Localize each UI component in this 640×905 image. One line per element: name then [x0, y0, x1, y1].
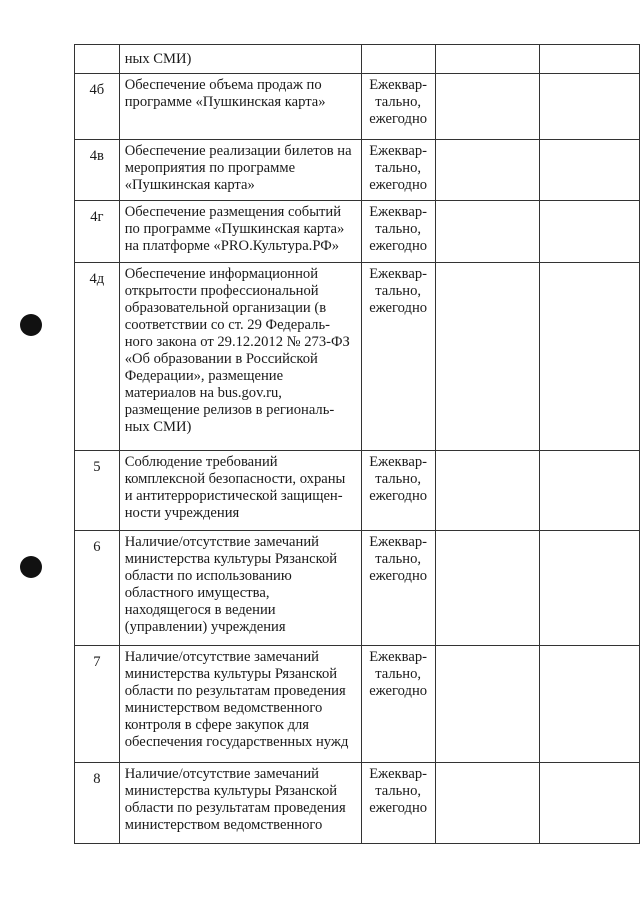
period-cell: Ежеквар-тально, ежегодно	[361, 763, 435, 844]
empty-cell	[435, 531, 539, 646]
empty-cell	[435, 451, 539, 531]
row-number: 4д	[75, 263, 120, 451]
table-row	[75, 74, 640, 140]
criterion-text: Обеспечение размещения событий по программе «Пушкинская карта» на платформе «PRO.Культура.РФ»	[119, 201, 361, 263]
criterion-text: Наличие/отсутствие замечаний министерства культуры Рязанской области по результатам проведения министерством ведомственного	[119, 763, 361, 844]
table-row	[75, 646, 640, 763]
criteria-table	[74, 44, 640, 844]
criterion-text: Наличие/отсутствие замечаний министерства культуры Рязанской области по использованию областного имущества, находящегося в ведении (управлении) учреждения	[119, 531, 361, 646]
period-cell: Ежеквар-тально, ежегодно	[361, 451, 435, 531]
criterion-text: Обеспечение реализации билетов на мероприятия по программе «Пушкинская карта»	[119, 140, 361, 201]
table-row	[75, 263, 640, 451]
empty-cell	[540, 201, 640, 263]
empty-cell	[435, 763, 539, 844]
row-number: 4б	[75, 74, 120, 140]
criterion-text: ных СМИ)	[119, 45, 361, 74]
criterion-text: Наличие/отсутствие замечаний министерства культуры Рязанской области по результатам проведения министерством ведомственного контроля в сфере закупок для обеспечения государственных нужд	[119, 646, 361, 763]
period-cell: Ежеквар-тально, ежегодно	[361, 646, 435, 763]
empty-cell	[540, 763, 640, 844]
row-number: 4г	[75, 201, 120, 263]
table-row	[75, 201, 640, 263]
period-cell	[361, 45, 435, 74]
row-number: 7	[75, 646, 120, 763]
period-cell: Ежеквар-тально, ежегодно	[361, 74, 435, 140]
table-row	[75, 451, 640, 531]
empty-cell	[540, 45, 640, 74]
table-row	[75, 763, 640, 844]
empty-cell	[435, 263, 539, 451]
punch-hole	[20, 556, 42, 578]
empty-cell	[540, 451, 640, 531]
empty-cell	[540, 263, 640, 451]
period-cell: Ежеквар-тально, ежегодно	[361, 201, 435, 263]
empty-cell	[435, 45, 539, 74]
row-number	[75, 45, 120, 74]
empty-cell	[435, 201, 539, 263]
row-number: 5	[75, 451, 120, 531]
row-number: 6	[75, 531, 120, 646]
empty-cell	[435, 74, 539, 140]
criterion-text: Обеспечение информационной открытости профессиональной образовательной организации (в соответствии со ст. 29 Федераль-ного закона от 29.12.2012 № 273-ФЗ «Об образовании в Российской Федерации», размещение материалов на bus.gov.ru, размещение релизов в региональ-ных СМИ)	[119, 263, 361, 451]
empty-cell	[540, 646, 640, 763]
empty-cell	[540, 74, 640, 140]
criterion-text: Обеспечение объема продаж по программе «Пушкинская карта»	[119, 74, 361, 140]
period-cell: Ежеквар-тально, ежегодно	[361, 140, 435, 201]
table-row	[75, 45, 640, 74]
empty-cell	[435, 646, 539, 763]
period-cell: Ежеквар-тально, ежегодно	[361, 263, 435, 451]
period-cell: Ежеквар-тально, ежегодно	[361, 531, 435, 646]
empty-cell	[540, 140, 640, 201]
empty-cell	[540, 531, 640, 646]
empty-cell	[435, 140, 539, 201]
table-row	[75, 140, 640, 201]
table-row	[75, 531, 640, 646]
punch-hole	[20, 314, 42, 336]
criterion-text: Соблюдение требований комплексной безопасности, охраны и антитеррористической защищен-ности учреждения	[119, 451, 361, 531]
row-number: 4в	[75, 140, 120, 201]
row-number: 8	[75, 763, 120, 844]
